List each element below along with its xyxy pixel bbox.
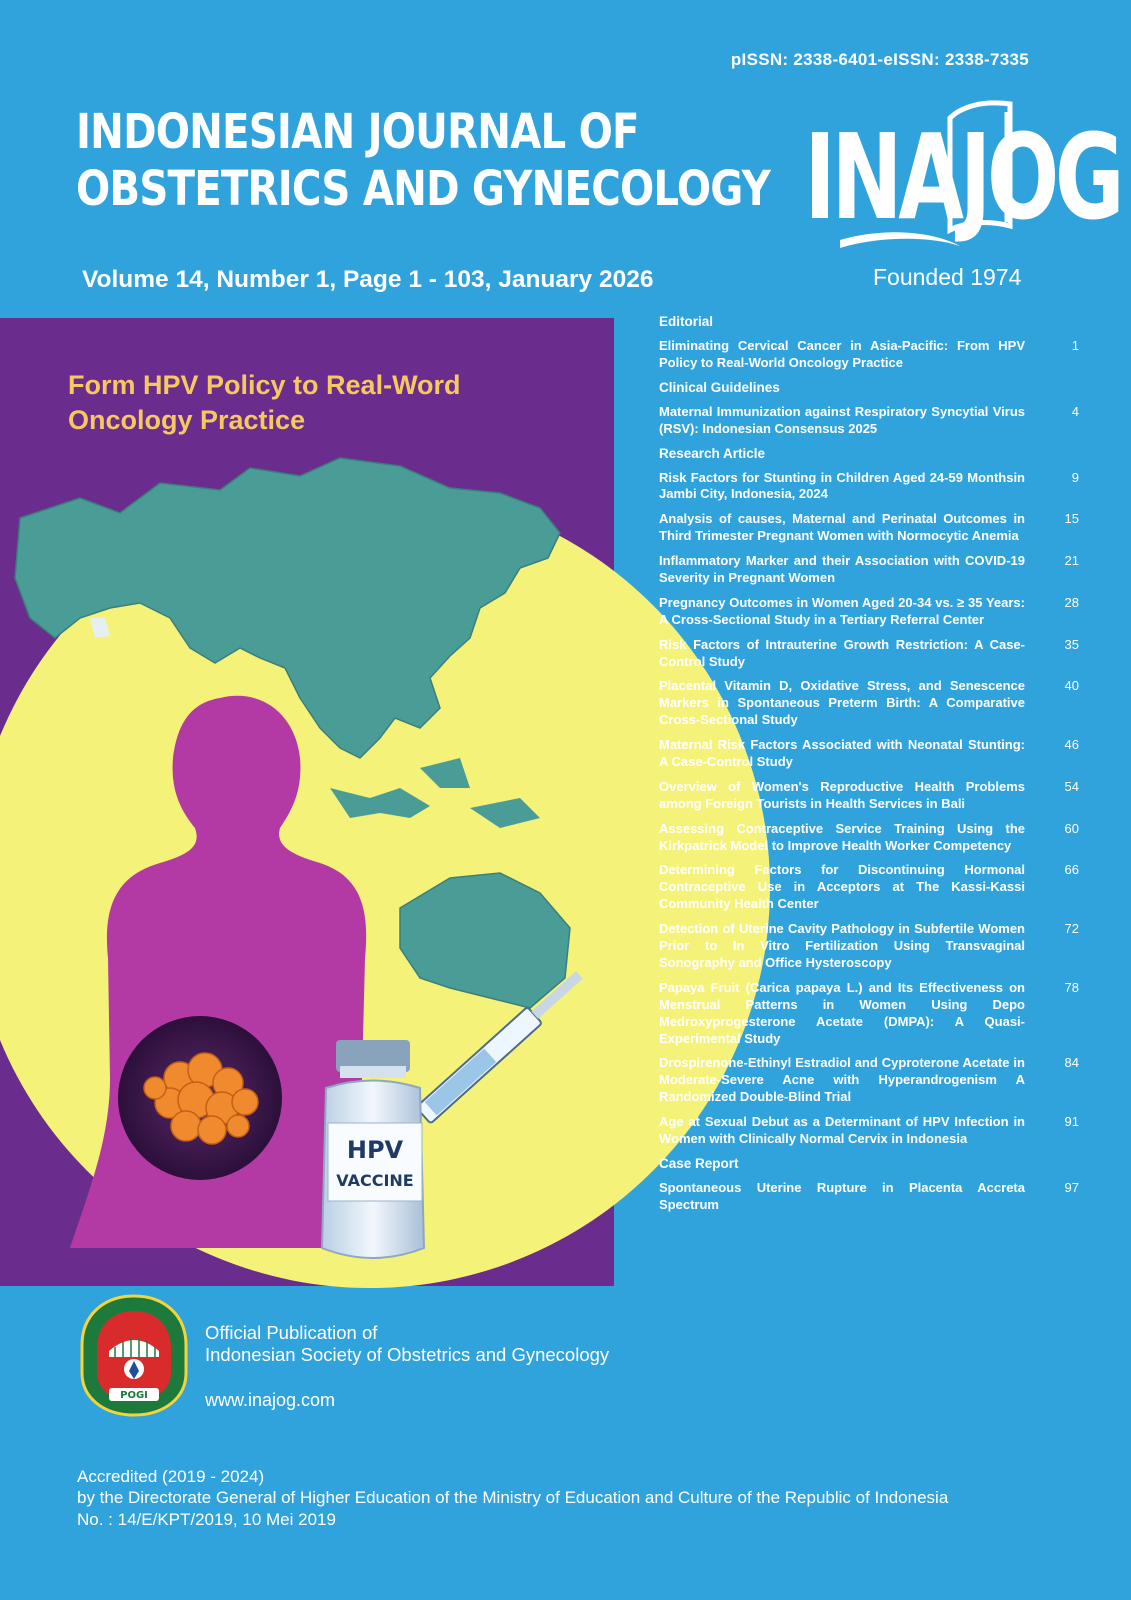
official-publication — [205, 1322, 609, 1366]
toc-entry-page: 91 — [1064, 1114, 1079, 1130]
toc-entry-page: 35 — [1064, 636, 1079, 652]
toc-entry[interactable] — [659, 470, 1079, 504]
toc-entry[interactable] — [659, 1055, 1079, 1106]
inajog-logo-text: INAJOG — [804, 110, 1121, 247]
toc-entry-page: 21 — [1064, 553, 1079, 569]
pogi-logo — [79, 1293, 189, 1418]
volume-info: Volume 14, Number 1, Page 1 - 103, January 2026 — [82, 266, 654, 293]
vial-label-vaccine: VACCINE — [336, 1171, 414, 1190]
cover-illustration — [0, 318, 614, 1286]
toc-entry-page: 54 — [1064, 778, 1079, 794]
toc-entry[interactable] — [659, 1180, 1079, 1214]
journal-title-line1: INDONESIAN JOURNAL OF — [76, 104, 639, 160]
toc-entry-title: Spontaneous Uterine Rupture in Placenta Accreta Spectrum — [659, 1179, 1025, 1212]
toc-entry-title: Detection of Uterine Cavity Pathology in Subfertile Women Prior to In Vitro Fertilization Using Transvaginal Sonography and Office Hysteroscopy — [659, 921, 1025, 970]
accreditation-line1: Accredited (2019 - 2024) — [77, 1467, 265, 1486]
toc-entry-title: Papaya Fruit (Carica papaya L.) and Its Effectiveness on Menstrual Patterns in Women Using Depo Medroxyprogesterone Acetate (DMPA): A Quasi-Experimental Study — [659, 979, 1025, 1046]
accreditation-block — [77, 1466, 948, 1530]
toc-entry[interactable] — [659, 338, 1079, 372]
toc-entry[interactable] — [659, 595, 1079, 629]
toc-entry[interactable] — [659, 862, 1079, 913]
toc-entry-title: Risk Factors of Intrauterine Growth Restriction: A Case-Control Study — [659, 636, 1025, 669]
vial-label-hpv: HPV — [346, 1136, 404, 1164]
toc-entry-page: 84 — [1064, 1055, 1079, 1071]
toc-entry-page: 40 — [1064, 678, 1079, 694]
toc-entry-title: Determining Factors for Discontinuing Hormonal Contraceptive Use in Acceptors at The Kassi-Kassi Community Health Center — [659, 862, 1025, 912]
toc-entry-page: 1 — [1071, 338, 1079, 353]
table-of-contents — [659, 314, 1079, 1222]
toc-entry-page: 72 — [1064, 921, 1079, 937]
toc-entry-title: Risk Factors for Stunting in Children Aged 24-59 Monthsin Jambi City, Indonesia, 2024 — [659, 469, 1025, 502]
toc-entry-title: Analysis of causes, Maternal and Perinatal Outcomes in Third Trimester Pregnant Women with Normocytic Anemia — [659, 511, 1025, 544]
toc-section-research: Research Article — [659, 445, 766, 461]
toc-entry-page: 66 — [1064, 862, 1079, 878]
website-link[interactable]: www.inajog.com — [205, 1390, 336, 1410]
toc-section-guidelines: Clinical Guidelines — [659, 379, 780, 395]
journal-title — [76, 104, 771, 217]
toc-entry-page: 28 — [1064, 594, 1079, 610]
pogi-label: POGI — [120, 1390, 148, 1401]
toc-entry-page: 4 — [1071, 403, 1079, 419]
toc-entry-title: Overview of Women's Reproductive Health Problems among Foreign Tourists in Health Services in Bali — [659, 778, 1025, 811]
toc-entry-title: Placental Vitamin D, Oxidative Stress, and Senescence Markers in Spontaneous Preterm Birth: A Comparative Cross-Sectional Study — [659, 678, 1025, 728]
cover-headline: Form HPV Policy to Real-Word Oncology Practice — [68, 370, 461, 436]
inajog-logo — [804, 100, 1121, 250]
toc-entry-title: Eliminating Cervical Cancer in Asia-Pacific: From HPV Policy to Real-World Oncology Practice — [659, 338, 1025, 370]
toc-entry-title: Assessing Contraceptive Service Training Using the Kirkpatrick Model to Improve Health Worker Competency — [659, 820, 1025, 853]
toc-entry-page: 60 — [1064, 820, 1079, 836]
toc-entry-page: 97 — [1064, 1179, 1079, 1195]
toc-entry-title: Age at Sexual Debut as a Determinant of HPV Infection in Women with Clinically Normal Cervix in Indonesia — [659, 1114, 1025, 1146]
issn-text: pISSN: 2338-6401-eISSN: 2338-7335 — [730, 50, 1029, 69]
toc-entry[interactable] — [659, 678, 1079, 729]
journal-title-line2: OBSTETRICS AND GYNECOLOGY — [76, 160, 771, 217]
toc-entry[interactable] — [659, 404, 1079, 438]
toc-entry[interactable] — [659, 511, 1079, 545]
official-line2: Indonesian Society of Obstetrics and Gynecology — [205, 1344, 610, 1366]
toc-entry-title: Pregnancy Outcomes in Women Aged 20-34 vs. ≥ 35 Years: A Cross-Sectional Study in a Tertiary Referral Center — [659, 594, 1025, 627]
toc-entry-page: 78 — [1064, 979, 1079, 995]
toc-entry[interactable] — [659, 980, 1079, 1048]
accreditation-line2: by the Directorate General of Higher Education of the Ministry of Education and Culture of the Republic of Indonesia — [77, 1488, 949, 1508]
toc-entry[interactable] — [659, 921, 1079, 972]
toc-entry[interactable] — [659, 553, 1079, 587]
toc-entry-title: Maternal Immunization against Respiratory Syncytial Virus (RSV): Indonesian Consensus 2025 — [659, 403, 1025, 436]
official-line1: Official Publication of — [205, 1322, 378, 1343]
toc-section-editorial: Editorial — [659, 314, 714, 329]
toc-entry-page: 15 — [1064, 511, 1079, 527]
toc-entry-page: 46 — [1064, 737, 1079, 753]
toc-entry[interactable] — [659, 779, 1079, 813]
founded-year: Founded 1974 — [873, 264, 1022, 290]
accreditation-line3: No. : 14/E/KPT/2019, 10 Mei 2019 — [77, 1509, 336, 1529]
toc-section-case-report: Case Report — [659, 1155, 739, 1171]
toc-entry[interactable] — [659, 1114, 1079, 1148]
toc-entry[interactable] — [659, 821, 1079, 855]
toc-entry-page: 9 — [1071, 469, 1079, 485]
toc-entry-title: Maternal Risk Factors Associated with Neonatal Stunting: A Case-Control Study — [659, 737, 1025, 770]
toc-entry[interactable] — [659, 637, 1079, 671]
toc-entry[interactable] — [659, 737, 1079, 771]
toc-entry-title: Inflammatory Marker and their Association with COVID-19 Severity in Pregnant Women — [659, 553, 1025, 586]
toc-entry-title: Drospirenone-Ethinyl Estradiol and Cyproterone Acetate in Moderate-Severe Acne with Hyperandrogenism A Randomized Double-Blind Trial — [659, 1055, 1025, 1105]
